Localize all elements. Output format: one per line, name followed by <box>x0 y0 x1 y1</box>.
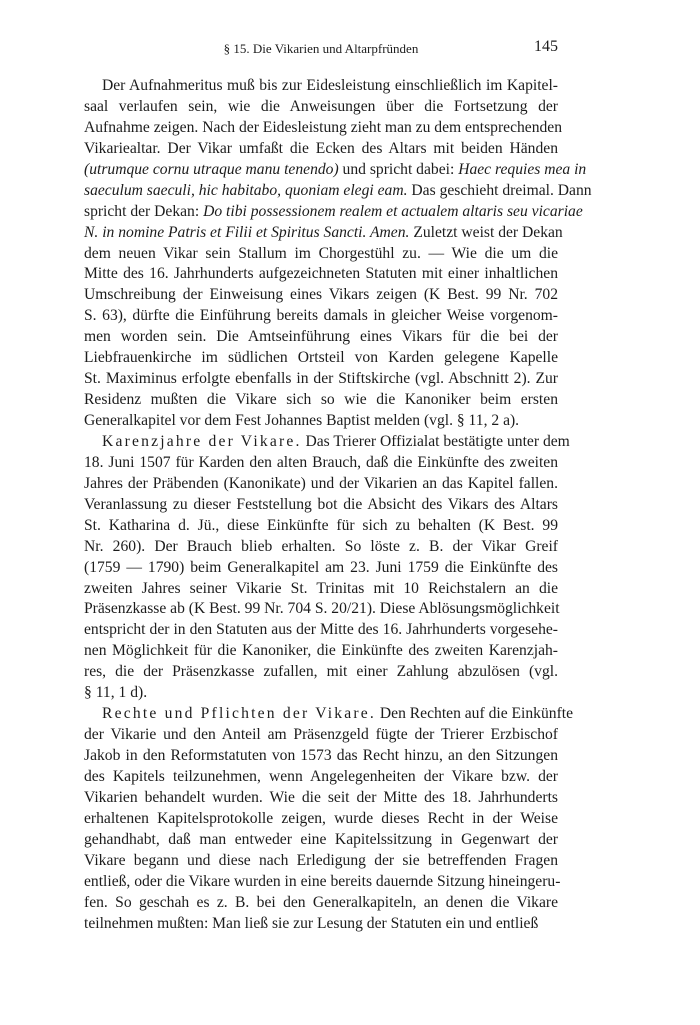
text-run: erhaltenen Kapitelsprotokolle zeigen, wurde dieses Recht in der Weise <box>84 809 558 827</box>
paragraph <box>84 432 570 704</box>
text-run: des Kapitels teilzunehmen, wenn Angelegenheiten der Vikare bzw. der <box>84 767 558 785</box>
text-run: Mitte des 16. Jahrhunderts aufgezeichneten Statuten mit einer inhaltlichen <box>84 265 558 283</box>
spaced-heading: Rechte und Pflichten der Vikare. <box>102 705 376 723</box>
text-line <box>84 893 558 914</box>
text-line <box>84 516 558 537</box>
text-line <box>84 223 563 244</box>
text-line <box>84 285 558 306</box>
text-run: St. Katharina d. Jü., diese Einkünfte für sich zu behalten (K Best. 99 <box>84 516 558 534</box>
text-line <box>84 244 558 265</box>
paragraph <box>84 76 592 432</box>
text-line <box>84 160 587 181</box>
text-line <box>84 788 558 809</box>
text-run: S. 63), dürfte die Einführung bereits damals in gleicher Weise vorgenom- <box>84 307 558 325</box>
italic-phrase: (utrumque cornu utraque manu tenendo) <box>84 160 339 178</box>
text-run: Nr. 260). Der Brauch blieb erhalten. So löste z. B. der Vikar Greif <box>84 537 558 555</box>
page-header <box>84 38 558 60</box>
italic-phrase: Haec requies mea in <box>458 160 587 178</box>
text-run: Vikariealtar. Der Vikar umfaßt die Ecken des Altars mit beiden Händen <box>84 139 558 157</box>
text-line <box>84 830 558 851</box>
text-line <box>84 725 558 746</box>
text-line <box>84 76 558 97</box>
text-line <box>84 348 558 369</box>
text-run: Präsenzkasse ab (K Best. 99 Nr. 704 S. 20/21). Diese Ablösungsmöglichkeit <box>84 600 560 618</box>
text-line <box>84 306 558 327</box>
text-run: nen Möglichkeit für die Kanoniker, die Einkünfte des zweiten Karenzjah- <box>84 642 558 660</box>
text-line <box>84 872 561 893</box>
text-run: Den Rechten auf die Einkünfte <box>376 705 574 723</box>
text-run: saal verlaufen sein, wie die Anweisungen über die Fortsetzung der <box>84 97 558 115</box>
italic-phrase: N. in nomine Patris et Filii et Spiritus Sancti. Amen. <box>84 223 410 241</box>
text-line <box>84 662 558 683</box>
page-number: 145 <box>534 38 558 55</box>
body-text <box>84 76 592 934</box>
text-line <box>84 620 558 641</box>
text-run: fen. So geschah es z. B. bei den Generalkapiteln, an denen die Vikare <box>84 893 558 911</box>
text-line <box>84 390 558 411</box>
text-run: § 11, 1 d). <box>84 684 148 702</box>
paragraph <box>84 704 574 934</box>
text-run: teilnehmen mußten: Man ließ sie zur Lesung der Statuten ein und entließ <box>84 914 539 932</box>
text-run: 18. Juni 1507 für Karden den alten Brauch, daß die Einkünfte des zweiten <box>84 453 558 471</box>
text-run: Der Aufnahmeritus muß bis zur Eidesleistung einschließlich im Kapitel- <box>102 77 558 94</box>
text-run: Umschreibung der Einweisung eines Vikars zeigen (K Best. 99 Nr. 702 <box>84 286 558 304</box>
text-run: entspricht der in den Statuten aus der Mitte des 16. Jahrhunderts vorgesehe- <box>84 621 558 639</box>
text-line <box>84 537 558 558</box>
text-run: Vikarien behandelt wurden. Wie die seit der Mitte des 18. Jahrhunderts <box>84 788 558 806</box>
text-run: Veranlassung zu dieser Feststellung bot die Absicht des Vikars des Altars <box>84 495 558 513</box>
spaced-heading: Karenzjahre der Vikare. <box>102 432 302 450</box>
text-line <box>84 914 558 935</box>
text-run: res, die der Präsenzkasse zufallen, mit einer Zahlung abzulösen (vgl. <box>84 663 558 681</box>
text-run: Residenz mußten die Vikare sich so wie die Kanoniker beim ersten <box>84 391 558 409</box>
italic-phrase: saeculum saeculi, hic habitabo, quoniam elegi eam. <box>84 181 408 199</box>
text-run: gehandhabt, daß man entweder eine Kapitelssitzung in Gegenwart der <box>84 830 558 848</box>
text-line <box>84 599 558 620</box>
text-line <box>84 453 558 474</box>
text-run: zweiten Jahres seiner Vikarie St. Trinitas mit 10 Reichstalern an die <box>84 579 558 597</box>
text-run: der Vikarie und den Anteil am Präsenzgeld fügte der Trierer Erzbischof <box>84 726 558 744</box>
text-line <box>84 369 558 390</box>
text-run: men worden sein. Die Amtseinführung eines Vikars für die bei der <box>84 328 558 346</box>
text-line <box>84 767 558 788</box>
text-line <box>84 327 558 348</box>
text-line <box>84 851 558 872</box>
text-run: spricht der Dekan: <box>84 202 204 220</box>
running-title: § 15. Die Vikarien und Altarpfründen <box>223 41 419 56</box>
text-run: Zuletzt weist der Dekan <box>409 223 563 241</box>
text-run: entließ, oder die Vikare wurden in eine bereits dauernde Sitzung hineingeru- <box>84 872 561 890</box>
text-line <box>84 432 570 453</box>
text-run: (1759 — 1790) beim Generalkapitel am 23. Juni 1759 die Einkünfte des <box>84 558 558 576</box>
text-line <box>84 97 558 118</box>
text-line <box>84 579 558 600</box>
text-line <box>84 411 558 432</box>
text-run: Vikare begann und diese nach Erledigung der sie betreffenden Fragen <box>84 851 558 869</box>
text-line <box>84 474 558 495</box>
text-line <box>84 264 558 285</box>
text-line <box>84 746 558 767</box>
text-line <box>84 641 558 662</box>
text-line <box>84 683 558 704</box>
text-run: Das Trierer Offizialat bestätigte unter dem <box>301 432 570 450</box>
text-run: Das geschieht dreimal. Dann <box>407 181 592 199</box>
text-run: St. Maximinus erfolgte ebenfalls in der Stiftskirche (vgl. Abschnitt 2). Zur <box>84 370 558 388</box>
text-line <box>84 181 592 202</box>
text-run: Liebfrauenkirche im südlichen Ortsteil von Karden gelegene Kapelle <box>84 349 558 367</box>
text-line <box>84 118 563 139</box>
text-run: Jahres der Präbenden (Kanonikate) und der Vikarien an das Kapitel fallen. <box>84 474 558 492</box>
text-line <box>84 202 583 223</box>
text-line <box>84 139 558 160</box>
italic-phrase: Do tibi possessionem realem et actualem altaris seu vicariae <box>203 202 583 220</box>
text-run: Generalkapitel vor dem Fest Johannes Baptist melden (vgl. § 11, 2 a). <box>84 412 520 429</box>
text-run: Jakob in den Reformstatuten von 1573 das Recht hinzu, an den Sitzungen <box>84 747 558 764</box>
text-line <box>84 809 558 830</box>
text-run: dem neuen Vikar sein Stallum im Chorgestühl zu. — Wie die um die <box>84 244 558 262</box>
text-run: und spricht dabei: <box>338 160 459 178</box>
text-line <box>84 558 558 579</box>
text-line <box>84 704 574 725</box>
text-run: Aufnahme zeigen. Nach der Eidesleistung zieht man zu dem entsprechenden <box>84 118 563 136</box>
text-line <box>84 495 558 516</box>
